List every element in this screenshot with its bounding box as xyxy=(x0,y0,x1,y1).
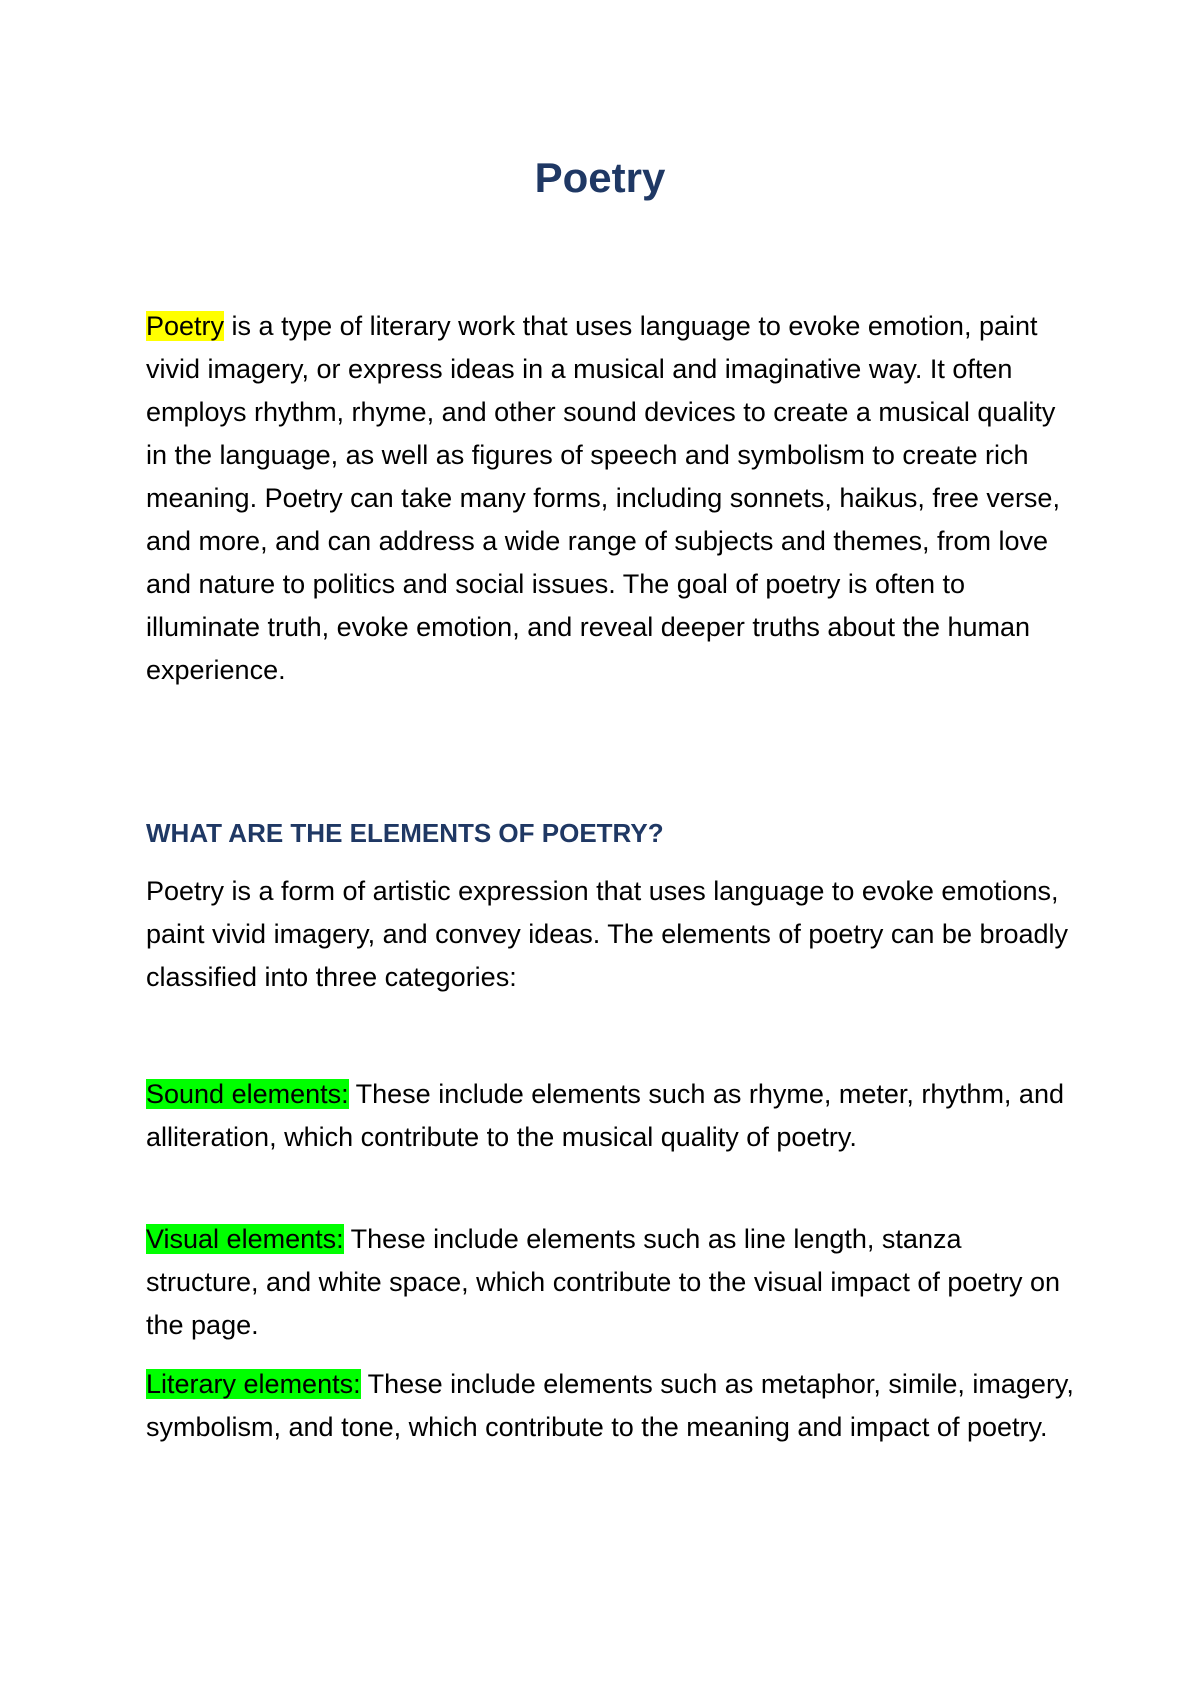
visual-elements-text: These include elements such as line length, stanza structure, and white space, which contribute to the visual impact of poetry on the page. xyxy=(146,1224,1060,1340)
visual-elements-paragraph xyxy=(146,1218,1076,1347)
intro-paragraph xyxy=(146,305,1076,692)
elements-intro-paragraph: Poetry is a form of artistic expression that uses language to evoke emotions, paint vivid imagery, and convey ideas. The elements of poetry can be broadly classified into three categories: xyxy=(146,876,1069,992)
literary-elements-text: These include elements such as metaphor, simile, imagery, symbolism, and tone, which contribute to the meaning and impact of poetry. xyxy=(146,1369,1074,1442)
literary-elements-label: Literary elements: xyxy=(146,1369,361,1399)
section-heading: WHAT ARE THE ELEMENTS OF POETRY? xyxy=(146,818,664,848)
sound-elements-text: These include elements such as rhyme, meter, rhythm, and alliteration, which contribute to the musical quality of poetry. xyxy=(146,1079,1064,1152)
sound-elements-label: Sound elements: xyxy=(146,1079,349,1109)
visual-elements-label: Visual elements: xyxy=(146,1224,344,1254)
literary-elements-paragraph xyxy=(146,1363,1076,1449)
page-title: Poetry xyxy=(534,154,666,201)
sound-elements-paragraph xyxy=(146,1073,1076,1159)
intro-text: is a type of literary work that uses language to evoke emotion, paint vivid imagery, or express ideas in a musical and imaginative way. It often employs rhythm, rhyme, and other sound devices to create a musical quality in the language, as well as figures of speech and symbolism to create rich meaning. Poetry can take many forms, including sonnets, haikus, free verse, and more, and can address a wide range of subjects and themes, from love and nature to politics and social issues. The goal of poetry is often to illuminate truth, evoke emotion, and reveal deeper truths about the human experience. xyxy=(146,311,1060,685)
highlighted-term: Poetry xyxy=(146,311,225,341)
